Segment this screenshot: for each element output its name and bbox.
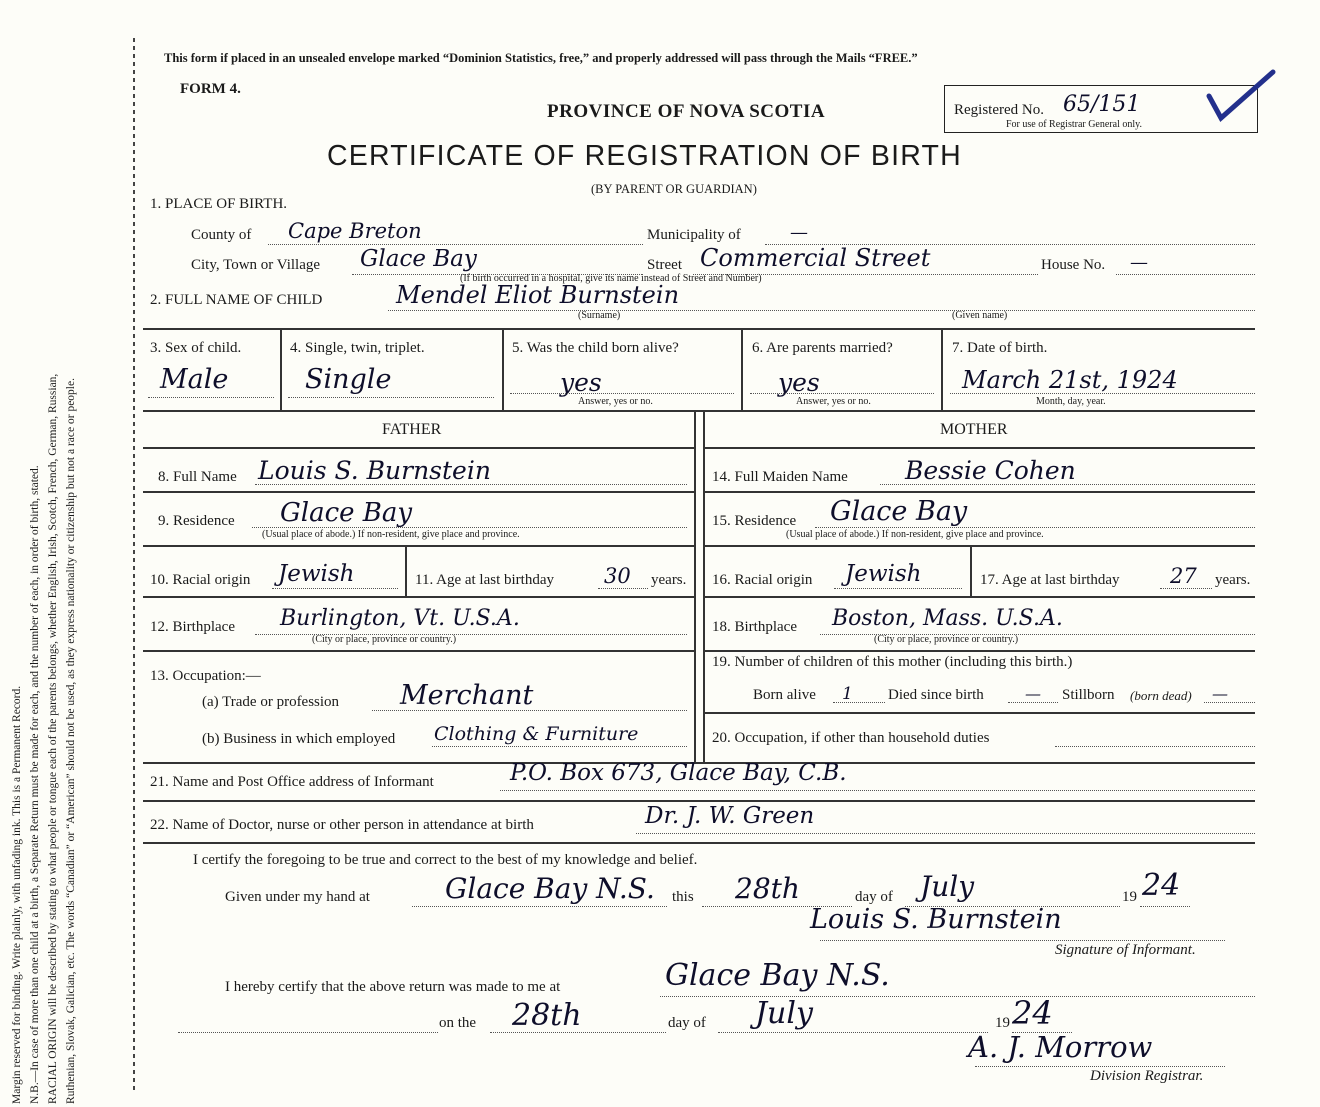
business-label: (b) Business in which employed	[202, 731, 396, 747]
checkmark-icon	[1205, 68, 1277, 124]
mother-name-label: 14. Full Maiden Name	[712, 469, 848, 485]
mother-residence-caption: (Usual place of abode.) If non-resident, give place and province.	[786, 529, 1044, 540]
county-value: Cape Breton	[288, 219, 422, 243]
municipality-label: Municipality of	[647, 227, 741, 243]
father-residence-caption: (Usual place of abode.) If non-resident, give place and province.	[262, 529, 520, 540]
binding-margin-line	[133, 38, 135, 1093]
house-number-label: House No.	[1041, 257, 1106, 273]
certify-text: I certify the foregoing to be true and correct to the best of my knowledge and belief.	[193, 852, 698, 868]
father-name-label: 8. Full Name	[158, 469, 237, 485]
father-birthplace-label: 12. Birthplace	[150, 619, 235, 635]
house-number-value: —	[1130, 252, 1148, 273]
born-alive-value: yes	[560, 368, 602, 397]
sidebar-line: N.B.—In case of more than one child at a birth, a Separate Return must be made for each, and the number of each, in order of birth, stated.	[29, 465, 41, 1104]
parents-married-label: 6. Are parents married?	[752, 340, 893, 356]
form-number: FORM 4.	[180, 81, 241, 97]
father-heading: FATHER	[382, 421, 442, 438]
mother-birthplace-caption: (City or place, province or country.)	[874, 634, 1019, 645]
father-residence-label: 9. Residence	[158, 513, 235, 529]
father-age-value: 30	[604, 564, 631, 588]
street-value: Commercial Street	[700, 244, 931, 272]
this-label: this	[672, 889, 694, 905]
certificate-title: CERTIFICATE OF REGISTRATION OF BIRTH	[327, 140, 962, 172]
mother-age-value: 27	[1170, 564, 1197, 588]
stillborn-value: —	[1212, 684, 1228, 703]
registrar-place-value: Glace Bay N.S.	[665, 958, 890, 993]
registered-value: 65/151	[1063, 92, 1141, 117]
mother-age-label: 17. Age at last birthday	[980, 572, 1120, 588]
stillborn-note: (born dead)	[1130, 688, 1192, 703]
mother-birthplace-label: 18. Birthplace	[712, 619, 797, 635]
doctor-value: Dr. J. W. Green	[645, 803, 815, 829]
parents-married-value: yes	[778, 368, 820, 397]
given-day-value: 28th	[735, 872, 800, 905]
dob-value: March 21st, 1924	[962, 366, 1178, 394]
mother-racial-label: 16. Racial origin	[712, 572, 813, 588]
registrar-day-of-label: day of	[668, 1015, 706, 1031]
father-name-value: Louis S. Burnstein	[258, 456, 491, 485]
sex-value: Male	[160, 364, 229, 395]
plurality-value: Single	[305, 364, 392, 395]
father-age-unit: years.	[651, 572, 687, 588]
city-value: Glace Bay	[360, 246, 477, 272]
father-age-label: 11. Age at last birthday	[415, 572, 554, 588]
informant-signature-caption: Signature of Informant.	[1055, 942, 1196, 958]
trade-value: Merchant	[400, 680, 534, 711]
child-name-label: 2. FULL NAME OF CHILD	[150, 292, 323, 308]
father-birthplace-value: Burlington, Vt. U.S.A.	[280, 606, 520, 631]
born-alive-caption: Answer, yes or no.	[578, 396, 653, 407]
born-alive-count-label: Born alive	[753, 687, 816, 703]
father-racial-label: 10. Racial origin	[150, 572, 251, 588]
given-year-value: 24	[1142, 868, 1181, 903]
sidebar-line: Margin reserved for binding. Write plainly, with unfading ink. This is a Permanent Record.	[11, 685, 23, 1104]
day-of-label: day of	[855, 889, 893, 905]
certificate-subtitle: (BY PARENT OR GUARDIAN)	[591, 182, 757, 196]
parents-married-caption: Answer, yes or no.	[796, 396, 871, 407]
registrar-day-value: 28th	[512, 998, 582, 1033]
informant-signature: Louis S. Burnstein	[810, 904, 1062, 935]
given-place-value: Glace Bay N.S.	[445, 872, 655, 905]
born-alive-count-value: 1	[842, 684, 853, 704]
registered-label: Registered No.	[954, 102, 1044, 118]
registrar-signature: A. J. Morrow	[968, 1030, 1153, 1064]
died-since-birth-value: —	[1025, 684, 1041, 703]
mail-notice: This form if placed in an unsealed envelope marked “Dominion Statistics, free,” and properly addressed will pass through the Mails “FREE.”	[164, 51, 918, 65]
plurality-label: 4. Single, twin, triplet.	[290, 340, 425, 356]
born-alive-label: 5. Was the child born alive?	[512, 340, 679, 356]
municipality-value: —	[790, 222, 808, 243]
informant-label: 21. Name and Post Office address of Informant	[150, 774, 434, 790]
registrar-year-value: 24	[1012, 994, 1053, 1032]
given-month-value: July	[920, 870, 975, 903]
registrar-signature-caption: Division Registrar.	[1090, 1068, 1204, 1084]
mother-name-value: Bessie Cohen	[905, 456, 1076, 485]
died-since-birth-label: Died since birth	[888, 687, 984, 703]
mother-heading: MOTHER	[940, 421, 1008, 438]
business-value: Clothing & Furniture	[434, 723, 639, 745]
registrar-year-prefix: 19	[995, 1015, 1010, 1031]
father-residence-value: Glace Bay	[280, 498, 413, 528]
city-label: City, Town or Village	[191, 257, 321, 273]
province-heading: PROVINCE OF NOVA SCOTIA	[547, 101, 826, 122]
occupation-label: 13. Occupation:—	[150, 668, 261, 684]
mother-age-unit: years.	[1215, 572, 1251, 588]
sidebar-line: Ruthenian, Slovak, Galician, etc. The words “Canadian” or “American” should not be used, as they express nationality or citizenship but not a race or people.	[65, 378, 77, 1104]
mother-racial-value: Jewish	[845, 561, 922, 587]
father-racial-value: Jewish	[278, 561, 355, 587]
mother-residence-label: 15. Residence	[712, 513, 797, 529]
registrar-certify-text: I hereby certify that the above return was made to me at	[225, 979, 561, 995]
registrar-note: For use of Registrar General only.	[1006, 119, 1142, 130]
informant-value: P.O. Box 673, Glace Bay, C.B.	[510, 760, 847, 786]
mother-occupation-label: 20. Occupation, if other than household duties	[712, 730, 990, 746]
hospital-note: (If birth occurred in a hospital, give its name instead of Street and Number)	[460, 273, 762, 284]
children-count-label: 19. Number of children of this mother (including this birth.)	[712, 654, 1073, 670]
sidebar-line: RACIAL ORIGIN will be described by stating to what people or tongue each of the parents belongs, whether English, Irish, Scotch, French, German, Russian,	[47, 373, 59, 1104]
street-label: Street	[647, 257, 682, 273]
county-label: County of	[191, 227, 252, 243]
given-name-caption: (Given name)	[952, 310, 1008, 321]
stillborn-label: Stillborn	[1062, 687, 1115, 703]
dob-label: 7. Date of birth.	[952, 340, 1048, 356]
sidebar-instructions	[11, 54, 83, 1104]
trade-label: (a) Trade or profession	[202, 694, 340, 710]
year-prefix: 19	[1122, 889, 1137, 905]
surname-caption: (Surname)	[578, 310, 621, 321]
place-of-birth-label: 1. PLACE OF BIRTH.	[150, 196, 288, 212]
on-the-label: on the	[439, 1015, 477, 1031]
child-name-value: Mendel Eliot Burnstein	[396, 281, 680, 309]
mother-birthplace-value: Boston, Mass. U.S.A.	[832, 606, 1063, 631]
sex-label: 3. Sex of child.	[150, 340, 242, 356]
dob-caption: Month, day, year.	[1036, 396, 1106, 407]
registrar-month-value: July	[755, 996, 813, 1031]
given-under-label: Given under my hand at	[225, 889, 370, 905]
mother-residence-value: Glace Bay	[830, 496, 968, 527]
doctor-label: 22. Name of Doctor, nurse or other person in attendance at birth	[150, 817, 534, 833]
father-birthplace-caption: (City or place, province or country.)	[312, 634, 457, 645]
